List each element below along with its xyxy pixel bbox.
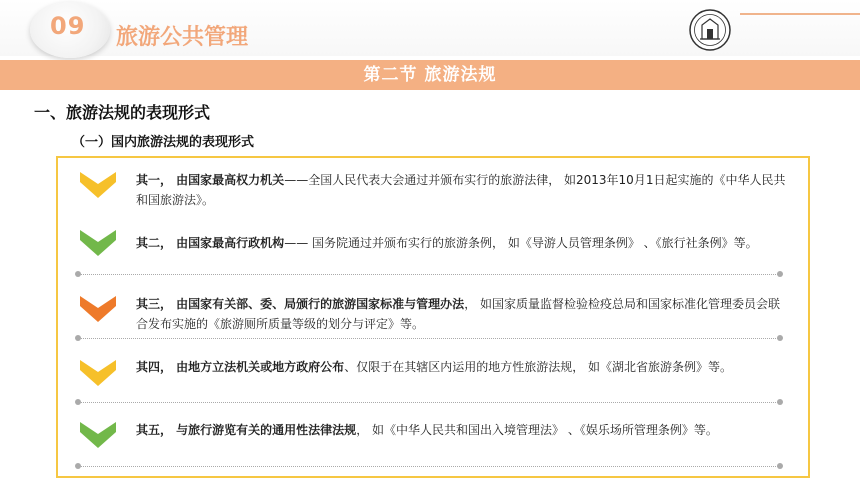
item-text: ， 如《中华人民共和国出入境管理法》 、《娱乐场所管理条例》等。	[356, 423, 718, 437]
heading-level2: （一）国内旅游法规的表现形式	[72, 135, 255, 150]
item-text: ——全国人民代表大会通过并颁布实行的旅游法律， 如2013年10月1日起实施的《中华人民共和国旅游法》。	[136, 173, 786, 207]
item-lead: 其三， 由国家有关部、委、局颁行的旅游国家标准与管理办法	[136, 297, 465, 311]
list-item	[136, 233, 786, 253]
list-item	[136, 294, 786, 334]
chevron-down-icon	[80, 422, 116, 448]
university-seal-icon	[688, 8, 732, 52]
chapter-number: 09	[50, 12, 86, 40]
list-item	[136, 357, 786, 377]
item-lead: 其二， 由国家最高行政机构	[136, 236, 285, 250]
heading-level1: 一、旅游法规的表现形式	[34, 103, 211, 122]
item-lead: 其五， 与旅行游览有关的通用性法律法规	[136, 423, 357, 437]
item-lead: 其四， 由地方立法机关或地方政府公布	[136, 360, 345, 374]
divider	[78, 338, 780, 339]
header-rule	[740, 13, 860, 15]
chevron-down-icon	[80, 230, 116, 256]
chevron-down-icon	[80, 172, 116, 198]
section-title: 第二节 旅游法规	[363, 65, 497, 85]
course-title: 旅游公共管理	[116, 25, 249, 50]
item-text: ， 如国家质量监督检验检疫总局和国家标准化管理委员会联合发布实施的《旅游厕所质量等级的划分与评定》等。	[136, 297, 781, 331]
divider	[78, 402, 780, 403]
divider	[78, 466, 780, 467]
chevron-down-icon	[80, 360, 116, 386]
list-item	[136, 170, 786, 210]
item-lead: 其一， 由国家最高权力机关	[136, 173, 285, 187]
chevron-down-icon	[80, 296, 116, 322]
list-item	[136, 420, 786, 440]
item-text: 、仅限于在其辖区内运用的地方性旅游法规， 如《湖北省旅游条例》等。	[344, 360, 733, 374]
item-text: —— 国务院通过并颁布实行的旅游条例， 如《导游人员管理条例》 、《旅行社条例》等。	[284, 236, 758, 250]
divider	[78, 274, 780, 275]
